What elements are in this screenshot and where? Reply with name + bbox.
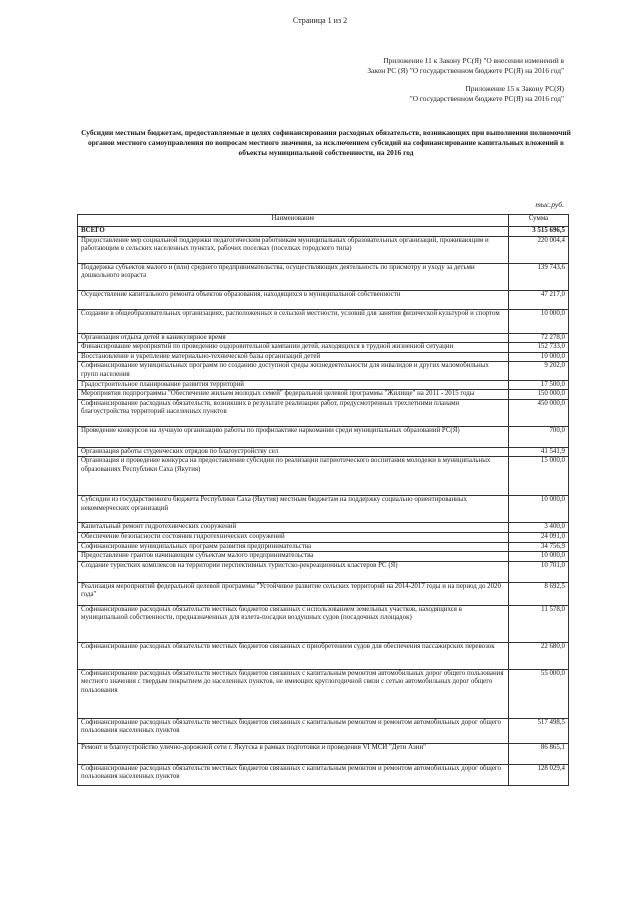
table-row (78, 582, 569, 605)
row-name: Финансирование мероприятий по проведению оздоровительной кампании детей, находящихся в трудной жизненной ситуации (78, 343, 509, 353)
row-name: Софинансирование расходных обязательств местных бюджетов связанных с капитальным ремонтом и ремонтом автомобильных дорог общего пользования населенных пунктов (78, 718, 509, 743)
row-sum: 10 000,0 (509, 552, 569, 562)
column-header-name: Наименование (78, 215, 509, 227)
row-name: Обеспечение безопасности состояния гидротехнических сооружений (78, 532, 509, 542)
row-name: Предоставление грантов начинающим субъектам малого предпринимательства (78, 552, 509, 562)
row-name: Создание в общеобразовательных организациях, расположенных в сельской местности, условий для занятия физической культурой и спортом (78, 309, 509, 333)
table-row (78, 290, 569, 309)
row-sum: 10 000,0 (509, 309, 569, 333)
table-row (78, 447, 569, 457)
table-row (78, 642, 569, 669)
table-row (78, 362, 569, 380)
table-row (78, 457, 569, 496)
row-sum: 3 515 696,5 (509, 227, 569, 237)
row-name: Проведение конкурсов на лучшую организацию работы по профилактике наркомании среди муниципальных образований РС(Я) (78, 426, 509, 447)
table-row (78, 532, 569, 542)
row-sum: 139 743,6 (509, 263, 569, 290)
appendix-note-15 (410, 84, 564, 103)
table-header-row (78, 215, 569, 227)
row-sum: 517 498,5 (509, 718, 569, 743)
table-row (78, 390, 569, 400)
row-sum: 22 680,0 (509, 642, 569, 669)
row-sum: 55 000,0 (509, 669, 569, 718)
table-row (78, 343, 569, 353)
row-name: Мероприятия подпрограммы "Обеспечение жильем молодых семей" федеральной целевой программы "Жилище" на 2011 - 2015 годы (78, 390, 509, 400)
table-row (78, 352, 569, 362)
table-row (78, 542, 569, 552)
row-sum: 152 733,0 (509, 343, 569, 353)
appendix-note-11 (367, 56, 564, 75)
row-sum: 47 217,0 (509, 290, 569, 309)
row-sum: 41 541,9 (509, 447, 569, 457)
table-row (78, 743, 569, 764)
row-sum: 8 692,5 (509, 582, 569, 605)
row-name: Ремонт и благоустройство улично-дорожной сети г. Якутска в рамках подготовки и проведения VI МСИ "Дети Азии" (78, 743, 509, 764)
row-sum: 150 000,0 (509, 390, 569, 400)
row-sum: 34 756,9 (509, 542, 569, 552)
table-row (78, 764, 569, 785)
table-row-total (78, 227, 569, 237)
appendix-note-line: Закон РС (Я) "О государственном бюджете РС(Я) на 2016 год" (367, 65, 564, 75)
row-name: ВСЕГО (78, 227, 509, 237)
table-row (78, 399, 569, 426)
row-name: Софинансирование расходных обязательств местных бюджетов связанных с капитальным ремонтом и ремонтом автомобильных дорог общего пользования населенных пунктов (78, 764, 509, 785)
table-row (78, 333, 569, 343)
appendix-note-line: Приложение 11 к Закону РС(Я) "О внесении изменений в (383, 56, 564, 65)
row-name: Софинансирование расходных обязательств, возникших в результате реализации работ, предусмотренных трехлетними планами благоустройства территорий населенных пунктов (78, 399, 509, 426)
row-name: Софинансирование расходных обязательств местных бюджетов связанных с использованием земельных участков, находящихся в муниципальной собственности, предназначенных для взлета-посадки воздушных судов (посадочных площадок) (78, 605, 509, 642)
table-row (78, 669, 569, 718)
table-row (78, 309, 569, 333)
row-sum: 700,0 (509, 426, 569, 447)
row-name: Софинансирование расходных обязательств местных бюджетов связанных с приобретением судов для обеспечения пассажирских перевозок (78, 642, 509, 669)
table-row (78, 263, 569, 290)
row-sum: 15 000,0 (509, 457, 569, 496)
row-name: Реализация мероприятий федеральной целевой программы "Устойчивое развитие сельских территорий на 2014-2017 годы и на период до 2020 года" (78, 582, 509, 605)
row-sum: 10 701,0 (509, 561, 569, 582)
row-name: Организация и проведение конкурса на предоставление субсидии по реализации патриотического воспитания молодежи в муниципальных образованиях Республики Саха (Якутия) (78, 457, 509, 496)
table-row (78, 380, 569, 390)
appendix-note-line: "О государственном бюджете РС(Я) на 2016 год" (409, 93, 564, 103)
row-sum: 220 004,4 (509, 236, 569, 263)
page-header: Страница 1 из 2 (292, 16, 348, 25)
subsidies-table (77, 214, 569, 786)
table-row (78, 496, 569, 523)
row-sum: 17 500,0 (509, 380, 569, 390)
row-sum: 10 000,0 (509, 352, 569, 362)
row-sum: 128 029,4 (509, 764, 569, 785)
row-name: Организация отдыха детей в каникулярное время (78, 333, 509, 343)
row-name: Капитальный ремонт гидротехнических сооружений (78, 523, 509, 533)
table-row (78, 605, 569, 642)
row-name: Софинансирование муниципальных программ развития предпринимательства (78, 542, 509, 552)
table-row (78, 426, 569, 447)
row-sum: 72 278,0 (509, 333, 569, 343)
row-name: Субсидии из государственного бюджета Республики Саха (Якутия) местным бюджетам на поддержку социально ориентированных некоммерческих организаций (78, 496, 509, 523)
table-row (78, 718, 569, 743)
table-row (78, 523, 569, 533)
row-name: Предоставление мер социальной поддержки педагогическим работникам муниципальных образовательных организаций, проживающим и работающим в сельских населенных пунктах, рабочих поселках (поселках городского типа) (78, 236, 509, 263)
row-name: Градостроительное планирование развития территорий (78, 380, 509, 390)
units-label: тыс.руб. (535, 200, 564, 209)
row-sum: 11 578,0 (509, 605, 569, 642)
table-row (78, 236, 569, 263)
row-sum: 10 000,0 (509, 496, 569, 523)
document-title: Субсидии местным бюджетам, предоставляемые в целях софинансирования расходных обязательств, возникающих при выполнении полномочий органов местного самоуправления по вопросам местного значения, за исключением субсидий на софинансирование капитальных вложений в объекты муниципальной собственности, на 2016 год (81, 128, 571, 157)
row-sum: 24 091,0 (509, 532, 569, 542)
table-row (78, 561, 569, 582)
row-sum: 86 865,1 (509, 743, 569, 764)
row-sum: 3 400,0 (509, 523, 569, 533)
row-name: Восстановление и укрепление материально-технической базы организаций детей (78, 352, 509, 362)
row-sum: 450 000,0 (509, 399, 569, 426)
row-name: Организация работы студенческих отрядов по благоустройству сел (78, 447, 509, 457)
appendix-note-line: Приложение 15 к Закону РС(Я) (465, 84, 564, 93)
row-sum: 9 202,0 (509, 362, 569, 380)
table-row (78, 552, 569, 562)
column-header-sum: Сумма (509, 215, 569, 227)
row-name: Софинансирование муниципальных программ по созданию доступной среды жизнедеятельности для инвалидов и других маломобильных групп населения (78, 362, 509, 380)
row-name: Поддержка субъектов малого и (или) среднего предпринимательства, осуществляющих деятельность по присмотру и уходу за детьми дошкольного возраста (78, 263, 509, 290)
row-name: Создание туристких комплексов на территории перспективных туристско-рекреационных кластеров РС (Я) (78, 561, 509, 582)
row-name: Осуществление капитального ремонта объектов образования, находящихся в муниципальной собственности (78, 290, 509, 309)
row-name: Софинансирование расходных обязательств местных бюджетов связанных с капитальным ремонтом автомобильных дорог общего пользования местного значения с твердым покрытием до населенных пунктов, не имеющих круглогодичной связи с сетью автомобильных дорог общего пользования (78, 669, 509, 718)
